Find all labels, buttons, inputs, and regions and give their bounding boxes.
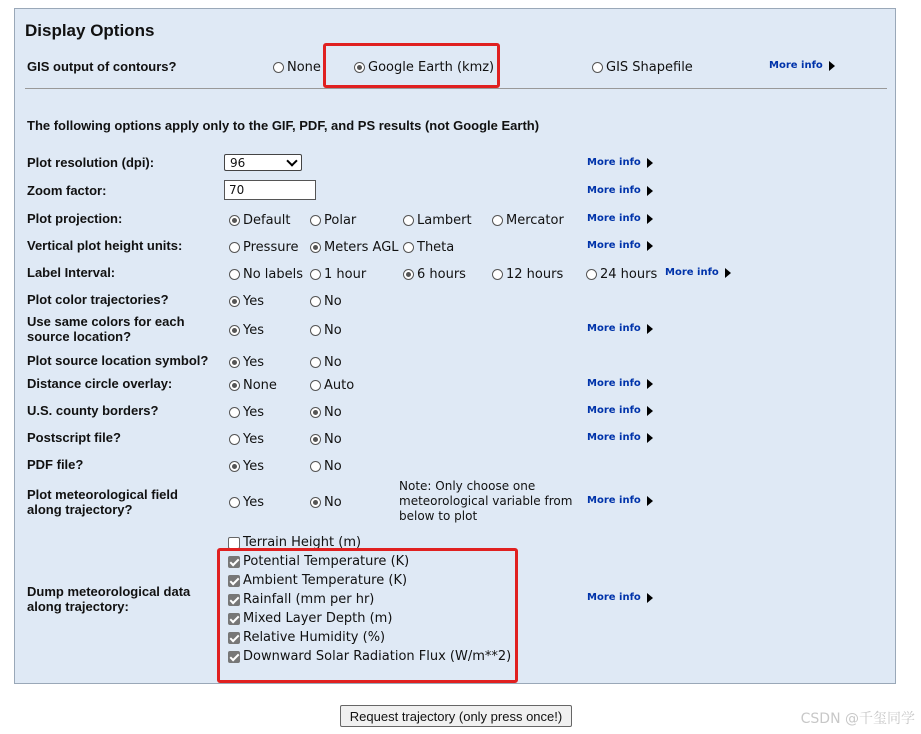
gis-shapefile-label: GIS Shapefile xyxy=(606,60,693,75)
postscript-more-info-link[interactable] xyxy=(587,432,653,443)
height-units-more-info-link[interactable] xyxy=(587,240,653,251)
interval-12-hours-radio[interactable] xyxy=(492,269,503,280)
distance-auto-label: Auto xyxy=(324,378,355,393)
potential-temp-checkbox[interactable] xyxy=(228,556,240,568)
more-info-text: More info xyxy=(587,495,641,506)
arrow-right-icon xyxy=(829,61,835,71)
color-traj-no-radio[interactable] xyxy=(310,296,321,307)
no-label: No xyxy=(324,459,342,474)
gis-google-earth-radio[interactable] xyxy=(354,62,365,73)
yes-label: Yes xyxy=(243,495,264,510)
potential-temp-label: Potential Temperature (K) xyxy=(243,554,410,569)
county-more-info-link[interactable] xyxy=(587,405,653,416)
height-units-meters[interactable] xyxy=(310,240,399,255)
arrow-right-icon xyxy=(647,433,653,443)
projection-mercator[interactable] xyxy=(492,213,564,228)
interval-no-labels-label: No labels xyxy=(243,267,304,282)
interval-6-hours-radio[interactable] xyxy=(403,269,414,280)
interval-1-hour-label: 1 hour xyxy=(324,267,367,282)
same-colors-label xyxy=(27,314,185,344)
more-info-text: More info xyxy=(587,323,641,334)
distance-none-label: None xyxy=(243,378,277,393)
more-info-text: More info xyxy=(587,240,641,251)
same-colors-label-line1: Use same colors for each xyxy=(27,314,185,329)
projection-polar-label: Polar xyxy=(324,213,357,228)
height-meters-radio[interactable] xyxy=(310,242,321,253)
source-symbol-yes[interactable] xyxy=(229,355,264,370)
height-pressure-label: Pressure xyxy=(243,240,299,255)
no-label: No xyxy=(324,495,342,510)
met-field-yes[interactable] xyxy=(229,495,264,510)
source-symbol-no-radio[interactable] xyxy=(310,357,321,368)
request-trajectory-button[interactable]: Request trajectory (only press once!) xyxy=(340,705,572,727)
more-info-text: More info xyxy=(587,185,641,196)
gis-output-label: GIS output of contours? xyxy=(27,59,177,74)
gis-option-none[interactable] xyxy=(273,60,321,75)
humidity-checkbox[interactable] xyxy=(228,632,240,644)
interval-12-hours-label: 12 hours xyxy=(506,267,564,282)
met-field-no-radio[interactable] xyxy=(310,497,321,508)
projection-default-radio[interactable] xyxy=(229,215,240,226)
height-theta-radio[interactable] xyxy=(403,242,414,253)
county-borders-label: U.S. county borders? xyxy=(27,403,159,418)
no-label: No xyxy=(324,355,342,370)
color-traj-no[interactable] xyxy=(310,294,342,309)
arrow-right-icon xyxy=(647,241,653,251)
rainfall-label: Rainfall (mm per hr) xyxy=(243,592,375,607)
dump-item-humidity[interactable] xyxy=(228,630,385,645)
yes-label: Yes xyxy=(243,323,264,338)
more-info-text: More info xyxy=(587,213,641,224)
pdf-yes-radio[interactable] xyxy=(229,461,240,472)
source-symbol-label: Plot source location symbol? xyxy=(27,353,209,368)
same-colors-label-line2: source location? xyxy=(27,329,132,344)
gis-option-shapefile[interactable] xyxy=(592,60,693,75)
dump-item-potential-temp[interactable] xyxy=(228,554,409,569)
display-options-panel xyxy=(14,8,896,684)
gis-more-info-link[interactable] xyxy=(769,60,835,71)
projection-lambert-label: Lambert xyxy=(417,213,472,228)
distance-circle-none[interactable] xyxy=(229,378,277,393)
dump-label-line1: Dump meteorological data xyxy=(27,584,191,599)
gis-none-label: None xyxy=(287,60,321,75)
gis-google-earth-label: Google Earth (kmz) xyxy=(368,60,495,75)
met-field-label xyxy=(27,487,178,517)
projection-mercator-label: Mercator xyxy=(506,213,564,228)
section-title: Display Options xyxy=(25,21,155,40)
solar-radiation-label: Downward Solar Radiation Flux (W/m**2) xyxy=(243,649,512,664)
chevron-down-icon xyxy=(286,155,297,166)
watermark: CSDN @千玺同学 xyxy=(800,711,915,727)
postscript-yes-radio[interactable] xyxy=(229,434,240,445)
resolution-select[interactable] xyxy=(224,154,302,171)
same-colors-yes[interactable] xyxy=(229,323,264,338)
interval-12-hours[interactable] xyxy=(492,267,563,282)
source-symbol-yes-radio[interactable] xyxy=(229,357,240,368)
same-colors-more-info-link[interactable] xyxy=(587,323,653,334)
distance-circle-more-info-link[interactable] xyxy=(587,378,653,389)
height-units-label: Vertical plot height units: xyxy=(27,238,183,253)
projection-lambert-radio[interactable] xyxy=(403,215,414,226)
dump-more-info-link[interactable] xyxy=(587,592,653,603)
ambient-temp-label: Ambient Temperature (K) xyxy=(243,573,408,588)
interval-6-hours-label: 6 hours xyxy=(417,267,466,282)
dump-label xyxy=(27,584,190,614)
solar-radiation-checkbox[interactable] xyxy=(228,651,240,663)
distance-auto-radio[interactable] xyxy=(310,380,321,391)
more-info-text: More info xyxy=(769,60,823,71)
distance-circle-auto[interactable] xyxy=(310,378,354,393)
height-meters-label: Meters AGL xyxy=(324,240,399,255)
met-field-label-line1: Plot meteorological field xyxy=(27,487,178,502)
height-pressure-radio[interactable] xyxy=(229,242,240,253)
pdf-label: PDF file? xyxy=(27,457,84,472)
no-label: No xyxy=(324,405,342,420)
arrow-right-icon xyxy=(647,214,653,224)
rainfall-checkbox[interactable] xyxy=(228,594,240,606)
dump-item-mixed-layer[interactable] xyxy=(228,611,392,626)
height-theta-label: Theta xyxy=(417,240,455,255)
ambient-temp-checkbox[interactable] xyxy=(228,575,240,587)
county-yes[interactable] xyxy=(229,405,264,420)
same-colors-yes-radio[interactable] xyxy=(229,325,240,336)
resolution-more-info-link[interactable] xyxy=(587,157,653,168)
source-symbol-no[interactable] xyxy=(310,355,342,370)
dump-item-ambient-temp[interactable] xyxy=(228,573,407,588)
interval-6-hours[interactable] xyxy=(403,267,466,282)
arrow-right-icon xyxy=(647,324,653,334)
projection-lambert[interactable] xyxy=(403,213,472,228)
arrow-right-icon xyxy=(647,186,653,196)
pdf-no-radio[interactable] xyxy=(310,461,321,472)
met-field-label-line2: along trajectory? xyxy=(27,502,133,517)
arrow-right-icon xyxy=(647,406,653,416)
postscript-no-radio[interactable] xyxy=(310,434,321,445)
distance-none-radio[interactable] xyxy=(229,380,240,391)
county-no-radio[interactable] xyxy=(310,407,321,418)
met-field-more-info-link[interactable] xyxy=(587,495,653,506)
postscript-no[interactable] xyxy=(310,432,342,447)
label-interval-label: Label Interval: xyxy=(27,265,116,280)
yes-label: Yes xyxy=(243,294,264,309)
interval-1-hour[interactable] xyxy=(310,267,366,282)
met-field-yes-radio[interactable] xyxy=(229,497,240,508)
yes-label: Yes xyxy=(243,432,264,447)
arrow-right-icon xyxy=(647,158,653,168)
same-colors-no-radio[interactable] xyxy=(310,325,321,336)
projection-polar-radio[interactable] xyxy=(310,215,321,226)
interval-24-hours-radio[interactable] xyxy=(586,269,597,280)
terrain-height-label: Terrain Height (m) xyxy=(243,535,362,550)
mixed-layer-label: Mixed Layer Depth (m) xyxy=(243,611,393,626)
arrow-right-icon xyxy=(647,379,653,389)
height-units-pressure[interactable] xyxy=(229,240,299,255)
projection-label: Plot projection: xyxy=(27,211,123,226)
more-info-text: More info xyxy=(587,592,641,603)
more-info-text: More info xyxy=(587,157,641,168)
no-label: No xyxy=(324,323,342,338)
projection-more-info-link[interactable] xyxy=(587,213,653,224)
pdf-no[interactable] xyxy=(310,459,342,474)
postscript-yes[interactable] xyxy=(229,432,264,447)
more-info-text: More info xyxy=(587,405,641,416)
projection-default-label: Default xyxy=(243,213,291,228)
more-info-text: More info xyxy=(587,432,641,443)
gis-none-radio[interactable] xyxy=(273,62,284,73)
met-field-note: Note: Only choose one meteorological variable from below to plot xyxy=(399,479,573,523)
pdf-yes[interactable] xyxy=(229,459,264,474)
yes-label: Yes xyxy=(243,459,264,474)
met-field-no[interactable] xyxy=(310,495,342,510)
yes-label: Yes xyxy=(243,405,264,420)
terrain-height-checkbox[interactable] xyxy=(228,537,240,549)
dump-label-line2: along trajectory: xyxy=(27,599,129,614)
projection-polar[interactable] xyxy=(310,213,356,228)
dump-item-rainfall[interactable] xyxy=(228,592,374,607)
humidity-label: Relative Humidity (%) xyxy=(243,630,386,645)
same-colors-no[interactable] xyxy=(310,323,342,338)
label-interval-more-info-link[interactable] xyxy=(665,267,731,278)
interval-no-labels[interactable] xyxy=(229,267,303,282)
zoom-more-info-link[interactable] xyxy=(587,185,653,196)
interval-24-hours-label: 24 hours xyxy=(600,267,658,282)
raster-note-heading: The following options apply only to the GIF, PDF, and PS results (not Google Earth) xyxy=(27,118,540,133)
height-units-theta[interactable] xyxy=(403,240,454,255)
color-traj-label: Plot color trajectories? xyxy=(27,292,169,307)
resolution-label: Plot resolution (dpi): xyxy=(27,155,155,170)
interval-1-hour-radio[interactable] xyxy=(310,269,321,280)
projection-mercator-radio[interactable] xyxy=(492,215,503,226)
arrow-right-icon xyxy=(725,268,731,278)
no-label: No xyxy=(324,432,342,447)
color-traj-yes[interactable] xyxy=(229,294,264,309)
dump-item-terrain[interactable] xyxy=(228,535,361,550)
distance-circle-label: Distance circle overlay: xyxy=(27,376,173,391)
zoom-input[interactable]: 70 xyxy=(224,180,316,200)
mixed-layer-checkbox[interactable] xyxy=(228,613,240,625)
gis-option-google-earth[interactable] xyxy=(354,60,494,75)
resolution-value: 96 xyxy=(230,155,246,170)
gis-shapefile-radio[interactable] xyxy=(592,62,603,73)
more-info-text: More info xyxy=(587,378,641,389)
arrow-right-icon xyxy=(647,496,653,506)
projection-default[interactable] xyxy=(229,213,291,228)
yes-label: Yes xyxy=(243,355,264,370)
more-info-text: More info xyxy=(665,267,719,278)
interval-no-labels-radio[interactable] xyxy=(229,269,240,280)
interval-24-hours[interactable] xyxy=(586,267,657,282)
divider xyxy=(25,88,887,89)
arrow-right-icon xyxy=(647,593,653,603)
dump-item-solar-radiation[interactable] xyxy=(228,649,511,664)
color-traj-yes-radio[interactable] xyxy=(229,296,240,307)
county-yes-radio[interactable] xyxy=(229,407,240,418)
zoom-label: Zoom factor: xyxy=(27,183,107,198)
county-no[interactable] xyxy=(310,405,342,420)
no-label: No xyxy=(324,294,342,309)
postscript-label: Postscript file? xyxy=(27,430,121,445)
